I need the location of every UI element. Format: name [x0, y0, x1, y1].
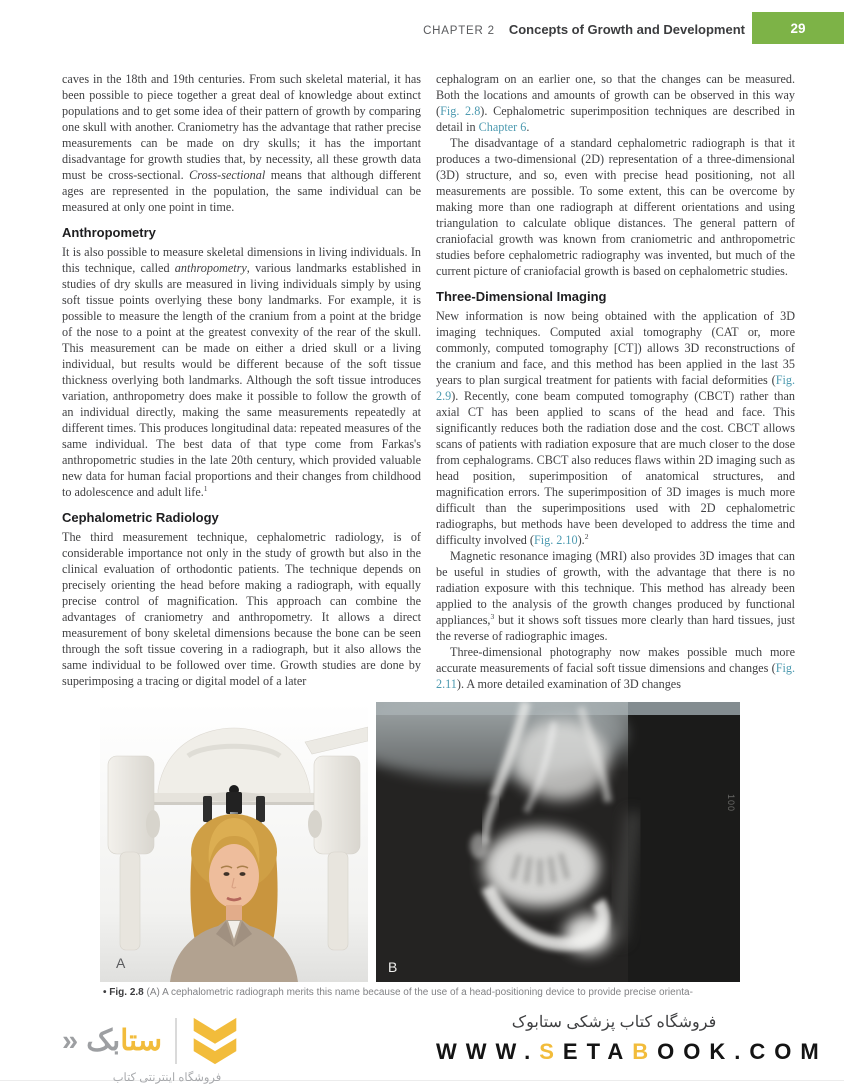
- body-paragraph: [436, 71, 795, 135]
- right-text-column: [436, 71, 795, 695]
- text-segment: Magnetic resonance imaging (MRI) also provides 3D images that can be useful in studies of growth, with the advantage that there is no radiation exposure with this technique. This method has already been applied to the analysis of the growth changes produced by functional appliances,: [436, 549, 795, 627]
- lateral-cephalogram-xray: [376, 702, 740, 982]
- section-heading-cephalometric-radiology: Cephalometric Radiology: [62, 510, 219, 525]
- text-segment: 3: [490, 611, 495, 621]
- cross-reference-link[interactable]: Fig. 2.9: [436, 373, 795, 403]
- body-paragraph: [62, 244, 421, 500]
- text-segment: ).: [577, 533, 585, 547]
- body-paragraph: [62, 71, 421, 215]
- text-segment: ستا: [120, 1025, 163, 1057]
- left-text-column: [62, 71, 421, 695]
- bookstore-wordmark: [62, 1026, 162, 1056]
- text-segment: caves in the 18th and 19th centuries. From such skeletal material, it has been possible to piece together a great deal of knowledge about extinct populations and to get some idea of their pattern of growth by comparing one skull with another. Craniometry has the advantage that rather precise measurements can be made on dry skulls; it has the important disadvantage for growth studies that, by necessity, all these growth data must be cross-sectional.: [62, 72, 421, 182]
- text-segment: ETA: [562, 1039, 633, 1064]
- body-paragraph: [436, 644, 795, 692]
- film-marking: 100: [726, 794, 736, 813]
- body-paragraph: [62, 529, 421, 689]
- text-segment: 1: [203, 483, 208, 493]
- text-segment: The third measurement technique, cephalometric radiology, is of considerable importance not only in the study of growth but also in the clinical evaluation of orthodontic patients. The technique depends on precisely orienting the head before making a radiograph, with equally precise control of magnification. This approach can combine the advantages of craniometry and anthropometry. It allows a direct measurement of bony skeletal dimensions because the bone can be seen through the soft tissue covering in a radiograph, but it also allows the same individual to be followed over time. Growth studies are done by superimposing a tracing or digital model of a later: [62, 530, 421, 688]
- text-segment: WWW.: [436, 1039, 540, 1064]
- page-number: 29: [790, 20, 806, 36]
- text-segment: S: [539, 1039, 563, 1064]
- text-segment: ). A more detailed examination of 3D changes: [456, 677, 681, 691]
- section-heading-anthropometry: Anthropometry: [62, 225, 156, 240]
- logo-divider: [175, 1018, 177, 1064]
- running-header: [0, 21, 745, 39]
- bookstore-name-line: فروشگاه کتاب پزشکی ستابوک: [511, 1014, 717, 1031]
- figure-label-a: A: [116, 955, 126, 971]
- text-segment: 2: [584, 531, 589, 541]
- face: [209, 844, 259, 908]
- text-segment: cephalogram on an earlier one, so that the changes can be measured. Both the locations and amounts of growth can be observed in this way (: [436, 72, 795, 118]
- cephalometric-device-illustration: [100, 702, 368, 982]
- figure-label-b: B: [388, 959, 398, 975]
- text-segment: means that although different ages are represented in the population, the same individual can be measured at only one point in time.: [62, 168, 421, 214]
- xray-illustration: [376, 702, 740, 982]
- text-segment: «: [62, 1025, 87, 1057]
- text-segment: Cross-sectional: [189, 168, 266, 182]
- body-paragraph: [436, 548, 795, 644]
- chapter-title: Concepts of Growth and Development: [508, 22, 745, 37]
- text-segment: (A) A cephalometric radiograph merits this name because of the use of a head-positioning device to provide precise orienta-: [146, 987, 693, 998]
- chapter-label: CHAPTER 2: [423, 25, 495, 37]
- text-segment: ). Cephalometric superimposition techniques are described in detail in: [436, 104, 795, 134]
- page-number-badge: [752, 12, 844, 44]
- text-segment: but it shows soft tissues more clearly than hard tissues, just the reverse of radiographic images.: [436, 613, 795, 643]
- text-segment: It is also possible to measure skeletal dimensions in living individuals. In this technique, called: [62, 245, 421, 275]
- double-chevron-logo-icon: [190, 1014, 240, 1068]
- figure-caption: [103, 986, 753, 999]
- bookstore-contact: [436, 1012, 828, 1065]
- bookstore-url[interactable]: [436, 1039, 828, 1065]
- bookstore-logo: [62, 1014, 362, 1084]
- text-segment: Three-dimensional photography now makes possible much more accurate measurements of facial soft tissue dimensions and changes (: [436, 645, 795, 675]
- text-segment: ). Recently, cone beam computed tomography (CBCT) rather than axial CT has been applied to scans of the head and face. This significantly reduces both the radiation dose and the cost. CBCT allows scans of patients with radiation exposure that are much closer to the dose from cephalograms. CBCT also reduces flaws within 2D imaging such as head position, superimposition of anatomical structures, and magnification errors. The superimposition of 3D images is much more difficult than the superimpositions used with 2D cephalometric radiographs, but methods have been developed to address the time and difficulty involved (: [436, 389, 795, 547]
- text-segment: OOK.COM: [657, 1039, 828, 1064]
- text-segment: The disadvantage of a standard cephalometric radiograph is that it produces a two-dimensional (2D) representation of a three-dimensional (3D) structure, and so, even with precise head positioning, not all measurements are possible. To some extent, this can be overcome by making more than one radiograph at different orientations and using triangulation to calculate oblique distances. The general pattern of craniofacial growth was known from craniometric and anthropometric studies before cephalometric radiography was invented, but much of the current picture of craniofacial growth is based on cephalometric studies.: [436, 136, 795, 278]
- cephalometric-device-photo: [100, 702, 368, 982]
- text-segment: Fig. 2.8: [109, 987, 147, 998]
- cross-reference-link[interactable]: Fig. 2.11: [436, 661, 795, 691]
- text-segment: .: [526, 120, 530, 134]
- cross-reference-link[interactable]: Fig. 2.10: [533, 533, 578, 547]
- text-segment: •: [103, 987, 110, 998]
- body-paragraph: [436, 308, 795, 548]
- body-paragraph: [436, 135, 795, 279]
- bookstore-footer: [0, 1006, 844, 1084]
- section-heading-three-dimensional-imaging: Three-Dimensional Imaging: [436, 289, 607, 304]
- cross-reference-link[interactable]: Fig. 2.8: [440, 104, 481, 118]
- text-segment: , various landmarks established in studies of dry skulls are measured in living individuals simply by using soft tissue points overlying these bony landmarks. For example, it is possible to measure the length of the cranium from a point at the bridge of the nose to a point at the greatest convexity of the rear of the skull. This measurement can be made on either a dried skull or a living individual, but results would be different because of the soft tissue thickness overlying both landmarks. Although the soft tissue introduces variation, anthropometry does make it possible to follow the growth of an individual directly, making the same measurements repeatedly at different times. This produces longitudinal data: repeated measures of the same individual. The best data of that type come from Farkas's anthropometric studies in the late 20th century, which provided valuable new data for human facial proportions and their changes from childhood to adolescence and adult life.: [62, 261, 421, 499]
- text-segment: anthropometry: [174, 261, 247, 275]
- text-segment: بک: [86, 1025, 121, 1057]
- cross-reference-link[interactable]: Chapter 6: [478, 120, 527, 134]
- text-segment: New information is now being obtained with the application of 3D imaging techniques. Computed axial tomography (CAT or, more commonly, computed tomography [CT]) allows 3D reconstructions of the cranium and face, and this method has been applied in the last 35 years to plan surgical treatment for patients with facial deformities (: [436, 309, 795, 387]
- text-segment: B: [632, 1039, 658, 1064]
- bookstore-tagline: فروشگاه اینترنتی کتاب: [112, 1072, 222, 1084]
